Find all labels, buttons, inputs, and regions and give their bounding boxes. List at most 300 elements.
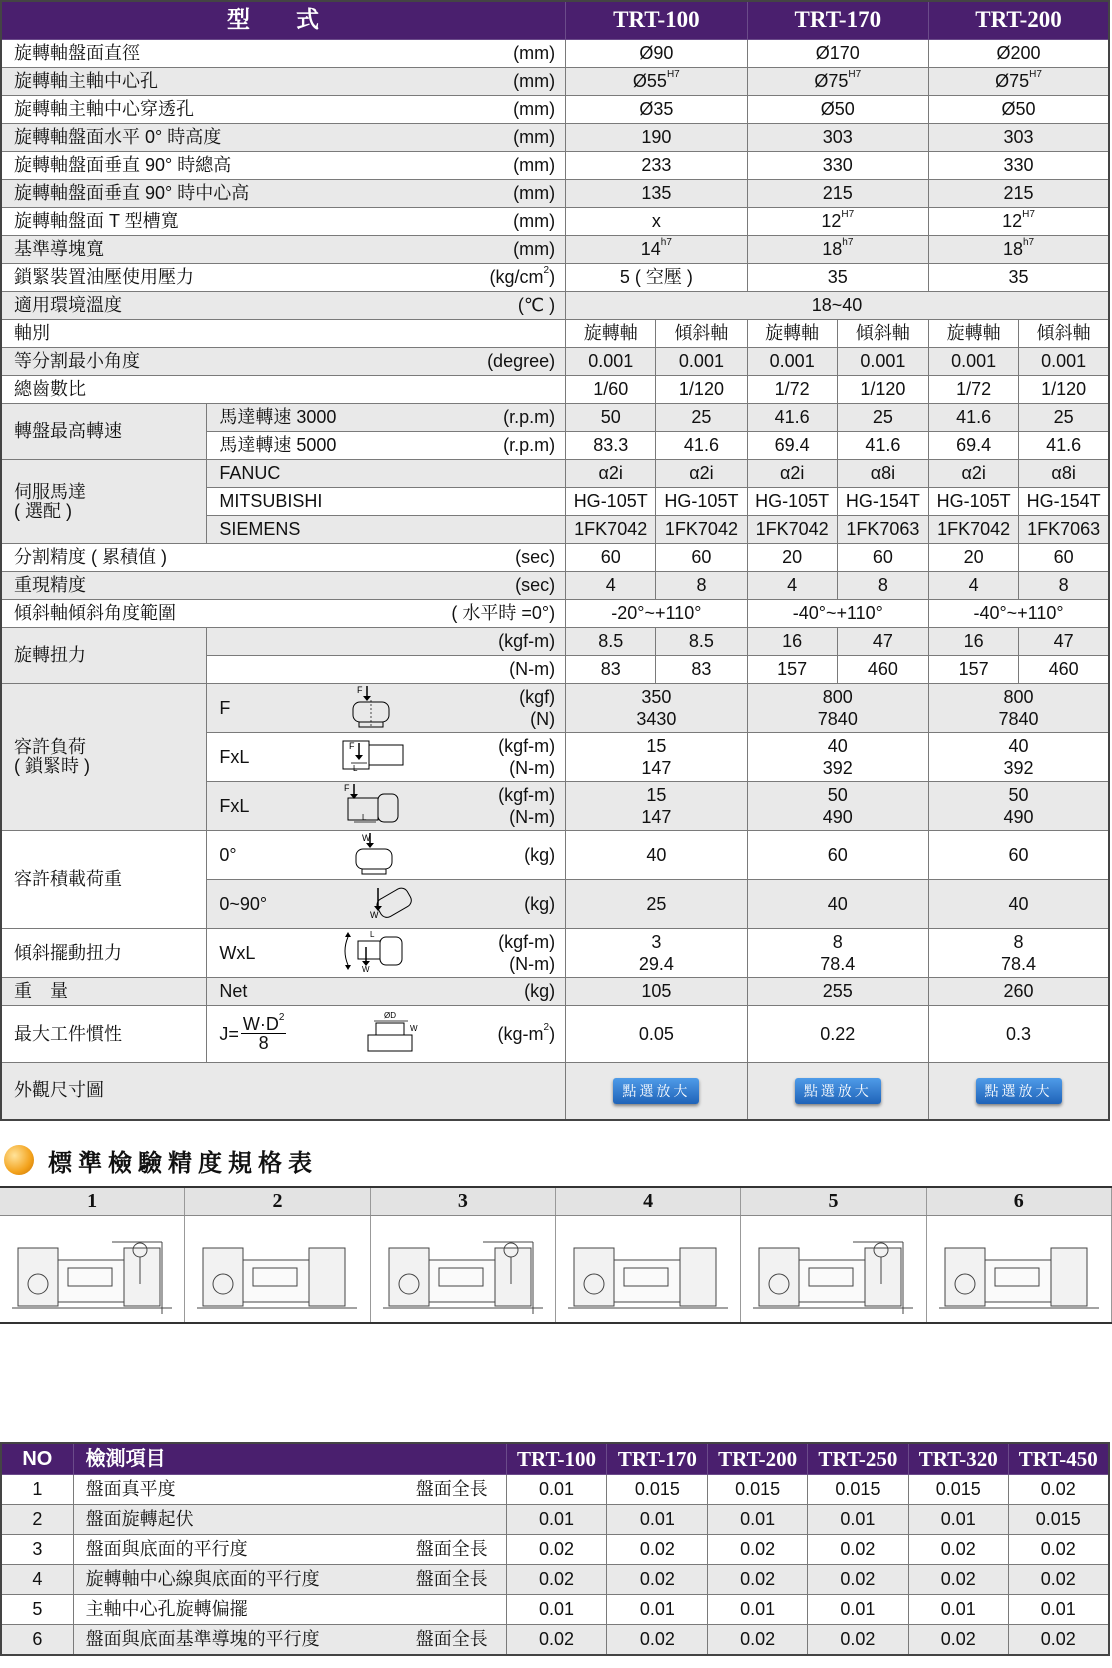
row-value: 0.02 (607, 1625, 708, 1656)
spec-value (929, 236, 1109, 264)
table-row (1, 1535, 1109, 1565)
spec-sub-cell (207, 831, 566, 880)
row-cond (398, 1505, 506, 1535)
spec-unit: (kgf) (519, 686, 556, 707)
unit-end: ) (549, 267, 556, 288)
value-top: 15 (646, 785, 667, 805)
spec-value: HG-154T (1019, 488, 1109, 516)
row-value: 0.02 (708, 1535, 808, 1565)
spec-value (566, 152, 747, 180)
value-bottom: 29.4 (638, 954, 674, 974)
spec-value-text: Ø170 (815, 43, 860, 64)
svg-text:W: W (361, 965, 370, 974)
bullet-icon (4, 1145, 34, 1175)
row-value: 0.02 (607, 1565, 708, 1595)
row-value: 0.02 (1008, 1565, 1109, 1595)
svg-text:ØD: ØD (384, 1011, 396, 1021)
spec-label-cell (1, 96, 566, 124)
svg-text:L: L (369, 930, 375, 940)
spec-label: 傾斜擺動扭力 (1, 929, 207, 978)
spec-value-text: Ø35 (639, 99, 674, 120)
spec-label: 重現精度 (14, 575, 86, 596)
spec-value-text: 215 (1003, 183, 1034, 204)
spec-label: 適用環境溫度 (14, 295, 122, 316)
row-value: 0.015 (908, 1475, 1008, 1505)
svg-text:F: F (356, 685, 363, 696)
spec-label: 軸別 (1, 320, 566, 348)
spec-value: α2i (747, 460, 837, 488)
spec-unit: (mm) (513, 127, 556, 148)
value-top: 800 (1003, 687, 1034, 707)
spec-value-text: Ø50 (820, 99, 855, 120)
row-value: 0.01 (607, 1505, 708, 1535)
spec-value (747, 264, 928, 292)
value-top: 40 (1008, 736, 1029, 756)
spec-value-text: 35 (1008, 267, 1029, 288)
spec-value (747, 929, 928, 978)
inspection-figures (0, 1186, 1112, 1323)
spec-label-cell (1, 348, 566, 376)
spec-label (1, 460, 207, 544)
row-value: 0.02 (708, 1565, 808, 1595)
row-no: 2 (1, 1505, 73, 1535)
spec-value: 41.6 (656, 432, 747, 460)
svg-text:L: L (352, 764, 358, 774)
spec-sub: FxL (219, 795, 250, 816)
row-value: 0.02 (607, 1535, 708, 1565)
spec-value: α8i (837, 460, 928, 488)
spec-value: 16 (747, 628, 837, 656)
row-value: 0.02 (908, 1535, 1008, 1565)
spec-value: 0.001 (929, 348, 1019, 376)
spec-value: 0.05 (566, 1006, 747, 1063)
spec-value: 40 (929, 880, 1109, 929)
spec-label: 鎖緊裝置油壓使用壓力 (14, 267, 194, 288)
value-top: 15 (646, 736, 667, 756)
spec-label: 轉盤最高轉速 (1, 404, 207, 460)
spec-sub-cell (207, 929, 566, 978)
spec-value: 83 (656, 656, 747, 684)
spec-value: 20 (747, 544, 837, 572)
spec-value: 0.001 (837, 348, 928, 376)
spec-value: -40°~+110° (929, 600, 1109, 628)
spec-label: 最大工件慣性 (1, 1006, 207, 1063)
formula-num: W·D (242, 1013, 279, 1034)
table-row (1, 1475, 1109, 1505)
spec-value (929, 782, 1109, 831)
spec-value (747, 180, 928, 208)
row-cond: 盤面全長 (398, 1565, 506, 1595)
spec-value: 8.5 (656, 628, 747, 656)
model-header: TRT-200 (708, 1443, 808, 1475)
spec-unit: (mm) (513, 43, 556, 64)
inspection-table (0, 1442, 1110, 1656)
spec-value (566, 782, 747, 831)
spec-sub-cell (207, 684, 566, 733)
spec-unit: (kgf-m) (498, 784, 556, 805)
value-sup: H7 (848, 69, 862, 81)
spec-value: 0.001 (656, 348, 747, 376)
row-value: 0.015 (808, 1475, 909, 1505)
spec-label-cell (1, 544, 566, 572)
spec-label-cell (1, 600, 566, 628)
spec-value: 1FK7042 (656, 516, 747, 544)
axis-name: 傾斜軸 (1019, 320, 1109, 348)
spec-unit: (degree) (487, 351, 556, 372)
spec-value: 1/72 (929, 376, 1019, 404)
row-cond: 盤面全長 (398, 1625, 506, 1656)
spec-sub-cell (207, 404, 566, 432)
spec-value: 47 (1019, 628, 1109, 656)
spec-value (929, 152, 1109, 180)
spec-value: 40 (566, 831, 747, 880)
spec-value-text: Ø200 (996, 43, 1041, 64)
value-top: 8 (832, 932, 843, 952)
model-header: TRT-200 (929, 1, 1109, 40)
row-value: 0.01 (607, 1595, 708, 1625)
spec-value: 1FK7063 (1019, 516, 1109, 544)
svg-text:W: W (410, 1024, 418, 1034)
spec-value: 260 (929, 978, 1109, 1006)
unit-end: ) (549, 1023, 556, 1044)
spec-value (566, 96, 747, 124)
servo-label: 伺服馬達 (14, 481, 86, 502)
inertia-formula (219, 1011, 286, 1054)
spec-unit: (kgf-m) (498, 931, 556, 952)
value-bottom: 7840 (817, 709, 858, 729)
value-bottom: 490 (822, 807, 853, 827)
row-value: 0.015 (607, 1475, 708, 1505)
value-sup: h7 (1022, 237, 1035, 249)
row-item: 盤面旋轉起伏 (73, 1505, 398, 1535)
spec-label: 旋轉軸主軸中心穿透孔 (14, 99, 194, 120)
spec-sub: 0° (219, 844, 237, 865)
zoom-button[interactable]: 點選放大 (795, 1078, 881, 1104)
figure-number: 5 (741, 1188, 926, 1215)
load-label: 容許負荷 (14, 737, 86, 758)
inspection-figure (185, 1216, 370, 1322)
row-value: 0.02 (1008, 1625, 1109, 1656)
value-top: 3 (651, 932, 662, 952)
spec-value: 40 (747, 880, 928, 929)
spec-label-cell (1, 40, 566, 68)
row-value: 0.01 (908, 1595, 1008, 1625)
spec-value-text: Ø90 (639, 43, 674, 64)
value-sup: h7 (842, 237, 854, 249)
spec-label: 總齒數比 (1, 376, 566, 404)
spec-value: 0.22 (747, 1006, 928, 1063)
spec-value (747, 152, 928, 180)
spec-value (566, 929, 747, 978)
diagram-icon (368, 880, 424, 928)
model-header: TRT-450 (1008, 1443, 1109, 1475)
axis-name: 旋轉軸 (566, 320, 656, 348)
spec-unit: (℃ ) (517, 295, 556, 316)
diagram-icon (342, 929, 412, 977)
spec-value (929, 208, 1109, 236)
spec-value: 60 (656, 544, 747, 572)
row-item: 旋轉軸中心線與底面的平行度 (73, 1565, 398, 1595)
spec-value: 69.4 (747, 432, 837, 460)
spec-sub-cell (207, 1006, 566, 1063)
figure-number: 3 (371, 1188, 556, 1215)
spec-value: 25 (566, 880, 747, 929)
spec-label: 旋轉軸盤面 T 型槽寬 (14, 211, 179, 232)
spec-unit: (N-m) (207, 656, 566, 684)
spec-value (929, 733, 1109, 782)
spec-sub: 馬達轉速 3000 (219, 407, 337, 428)
spec-unit: (mm) (513, 99, 556, 120)
spec-value: 4 (747, 572, 837, 600)
row-value: 0.01 (506, 1595, 607, 1625)
svg-text:W: W (369, 910, 379, 921)
spec-unit: (mm) (513, 71, 556, 92)
spec-value (566, 208, 747, 236)
value-bottom: 3430 (636, 709, 677, 729)
spec-value: 8 (837, 572, 928, 600)
row-no: 4 (1, 1565, 73, 1595)
spec-label-cell (1, 264, 566, 292)
spec-value-text: 190 (641, 127, 672, 148)
spec-value: 460 (1019, 656, 1109, 684)
spec-sub-cell (207, 782, 566, 831)
spec-value: 41.6 (929, 404, 1019, 432)
spec-value (747, 96, 928, 124)
row-no: 5 (1, 1595, 73, 1625)
spec-value: 60 (1019, 544, 1109, 572)
value-top: 50 (1008, 785, 1029, 805)
spec-unit: (kgf-m) (207, 628, 566, 656)
row-cond: 盤面全長 (398, 1475, 506, 1505)
spec-value (566, 124, 747, 152)
spec-value (566, 40, 747, 68)
row-item: 盤面真平度 (73, 1475, 398, 1505)
spec-value: 255 (747, 978, 928, 1006)
spec-value: 1FK7042 (929, 516, 1019, 544)
spec-label-cell (1, 292, 566, 320)
svg-text:L: L (361, 813, 367, 823)
formula-j: J= (219, 1023, 239, 1044)
spec-value: 25 (837, 404, 928, 432)
spec-sub: Net (219, 981, 248, 1002)
row-no: 6 (1, 1625, 73, 1656)
spec-value: -40°~+110° (747, 600, 928, 628)
spec-value (747, 40, 928, 68)
spec-value: 0.001 (566, 348, 656, 376)
row-value: 0.02 (908, 1565, 1008, 1595)
servo-label-note: ( 選配 ) (14, 500, 72, 521)
item-header: 檢測項目 (73, 1443, 506, 1475)
spec-value (747, 68, 928, 96)
spec-value (929, 684, 1109, 733)
model-header: TRT-250 (808, 1443, 909, 1475)
spec-value: 105 (566, 978, 747, 1006)
spec-value: 60 (747, 831, 928, 880)
spec-value: 41.6 (837, 432, 928, 460)
spec-value-text: 303 (1003, 127, 1034, 148)
spec-value-text: x (651, 211, 661, 232)
spec-sub: F (219, 697, 231, 718)
spec-sub: FANUC (207, 460, 566, 488)
spec-label: 重 量 (1, 978, 207, 1006)
spec-value: 41.6 (747, 404, 837, 432)
spec-value: 1/120 (837, 376, 928, 404)
spec-value: 18~40 (566, 292, 1109, 320)
spec-value (566, 733, 747, 782)
model-header: TRT-320 (908, 1443, 1008, 1475)
row-no: 1 (1, 1475, 73, 1505)
table-row (1, 1595, 1109, 1625)
diagram-icon (352, 831, 408, 879)
value-top: 50 (827, 785, 848, 805)
spec-label: 旋轉扭力 (1, 628, 207, 684)
spec-value: 1FK7042 (747, 516, 837, 544)
spec-sub: SIEMENS (207, 516, 566, 544)
spec-value-text: 330 (822, 155, 853, 176)
spec-value: 16 (929, 628, 1019, 656)
row-value: 0.01 (708, 1595, 808, 1625)
model-header-label: 型 式 (1, 1, 566, 40)
value-top: 800 (822, 687, 853, 707)
row-cond: 盤面全長 (398, 1535, 506, 1565)
spec-unit: (mm) (513, 211, 556, 232)
spec-sub-cell (207, 733, 566, 782)
section-title (0, 1142, 318, 1178)
formula-den: 8 (258, 1033, 269, 1054)
spec-value: 60 (929, 831, 1109, 880)
spec-value: -20°~+110° (566, 600, 747, 628)
row-value: 0.02 (506, 1565, 607, 1595)
spec-value: α2i (656, 460, 747, 488)
axis-name: 傾斜軸 (837, 320, 928, 348)
value-sup: H7 (1029, 69, 1042, 81)
spec-label: 基準導塊寬 (14, 239, 104, 260)
zoom-button[interactable]: 點選放大 (613, 1078, 699, 1104)
spec-value (566, 68, 747, 96)
spec-value-text: 5 ( 空壓 ) (619, 267, 693, 288)
spec-label-cell (1, 208, 566, 236)
inspection-figure (927, 1216, 1112, 1322)
inspection-figure (0, 1216, 185, 1322)
model-header: TRT-100 (566, 1, 747, 40)
section-title-text: 標準檢驗精度規格表 (48, 1149, 318, 1177)
spec-label: 傾斜軸傾斜角度範圍 (14, 603, 176, 624)
spec-value: 47 (837, 628, 928, 656)
spec-sub: FxL (219, 746, 250, 767)
spec-value: 60 (837, 544, 928, 572)
spec-value: 0.001 (1019, 348, 1109, 376)
spec-value: 41.6 (1019, 432, 1109, 460)
row-value: 0.01 (506, 1475, 607, 1505)
diagram-icon (364, 1011, 420, 1057)
spec-unit: (kg) (524, 981, 556, 1002)
row-value: 0.015 (708, 1475, 808, 1505)
spec-sub: WxL (219, 942, 256, 963)
inspection-figure (556, 1216, 741, 1322)
row-value: 0.02 (808, 1625, 909, 1656)
spec-value: α8i (1019, 460, 1109, 488)
spec-label-cell (1, 152, 566, 180)
row-value: 0.02 (506, 1625, 607, 1656)
spec-value (747, 782, 928, 831)
spec-value: 8 (1019, 572, 1109, 600)
spec-value (929, 180, 1109, 208)
row-item: 盤面與底面基準導塊的平行度 (73, 1625, 398, 1656)
spec-value: 1FK7063 (837, 516, 928, 544)
axis-name: 旋轉軸 (929, 320, 1019, 348)
spec-unit: (kg/cm (489, 267, 544, 288)
no-header: NO (1, 1443, 73, 1475)
row-value: 0.02 (1008, 1535, 1109, 1565)
spec-value: 83 (566, 656, 656, 684)
spec-unit: (r.p.m) (503, 407, 556, 428)
spec-value: 69.4 (929, 432, 1019, 460)
table-row (1, 1565, 1109, 1595)
spec-value: 460 (837, 656, 928, 684)
spec-label: 旋轉軸盤面直徑 (14, 43, 140, 64)
spec-label (1, 684, 207, 831)
spec-value: 8.5 (566, 628, 656, 656)
axis-name: 旋轉軸 (747, 320, 837, 348)
spec-value: α2i (929, 460, 1019, 488)
spec-value-text: 303 (822, 127, 853, 148)
spec-value (929, 96, 1109, 124)
value-top: 40 (827, 736, 848, 756)
spec-value (747, 208, 928, 236)
spec-value: HG-105T (656, 488, 747, 516)
spec-unit: (N-m) (509, 806, 556, 827)
spec-value: 4 (929, 572, 1019, 600)
spec-label: 等分割最小角度 (14, 351, 140, 372)
spec-unit: (mm) (513, 183, 556, 204)
zoom-button[interactable]: 點選放大 (976, 1078, 1062, 1104)
row-value: 0.02 (808, 1565, 909, 1595)
spec-label-cell (1, 68, 566, 96)
figure-number: 6 (927, 1188, 1112, 1215)
spec-value (747, 733, 928, 782)
row-value: 0.01 (808, 1505, 909, 1535)
row-value: 0.01 (808, 1595, 909, 1625)
spec-value (747, 124, 928, 152)
spec-value (747, 684, 928, 733)
spec-value (747, 236, 928, 264)
spec-value: 0.001 (747, 348, 837, 376)
value-top: 8 (1013, 932, 1024, 952)
spec-value: 0.3 (929, 1006, 1109, 1063)
spec-value-text: 330 (1003, 155, 1034, 176)
row-value: 0.02 (1008, 1475, 1109, 1505)
figure-number: 4 (556, 1188, 741, 1215)
axis-name: 傾斜軸 (656, 320, 747, 348)
spec-unit: (kgf-m) (498, 736, 556, 756)
model-header: TRT-100 (506, 1443, 607, 1475)
spec-label: 旋轉軸盤面水平 0° 時高度 (14, 127, 222, 148)
spec-value (929, 124, 1109, 152)
spec-value-text: 18 (822, 239, 843, 260)
spec-value: 25 (1019, 404, 1109, 432)
spec-value (929, 929, 1109, 978)
spec-value: α2i (566, 460, 656, 488)
spec-value: 60 (566, 544, 656, 572)
figure-number: 2 (185, 1188, 370, 1215)
spec-unit: (r.p.m) (503, 435, 556, 456)
row-item: 主軸中心孔旋轉偏擺 (73, 1595, 398, 1625)
unit-sup: 2 (543, 265, 550, 277)
spec-label-cell (1, 572, 566, 600)
model-header: TRT-170 (607, 1443, 708, 1475)
spec-value: 1/120 (656, 376, 747, 404)
spec-unit: (N) (530, 708, 556, 729)
